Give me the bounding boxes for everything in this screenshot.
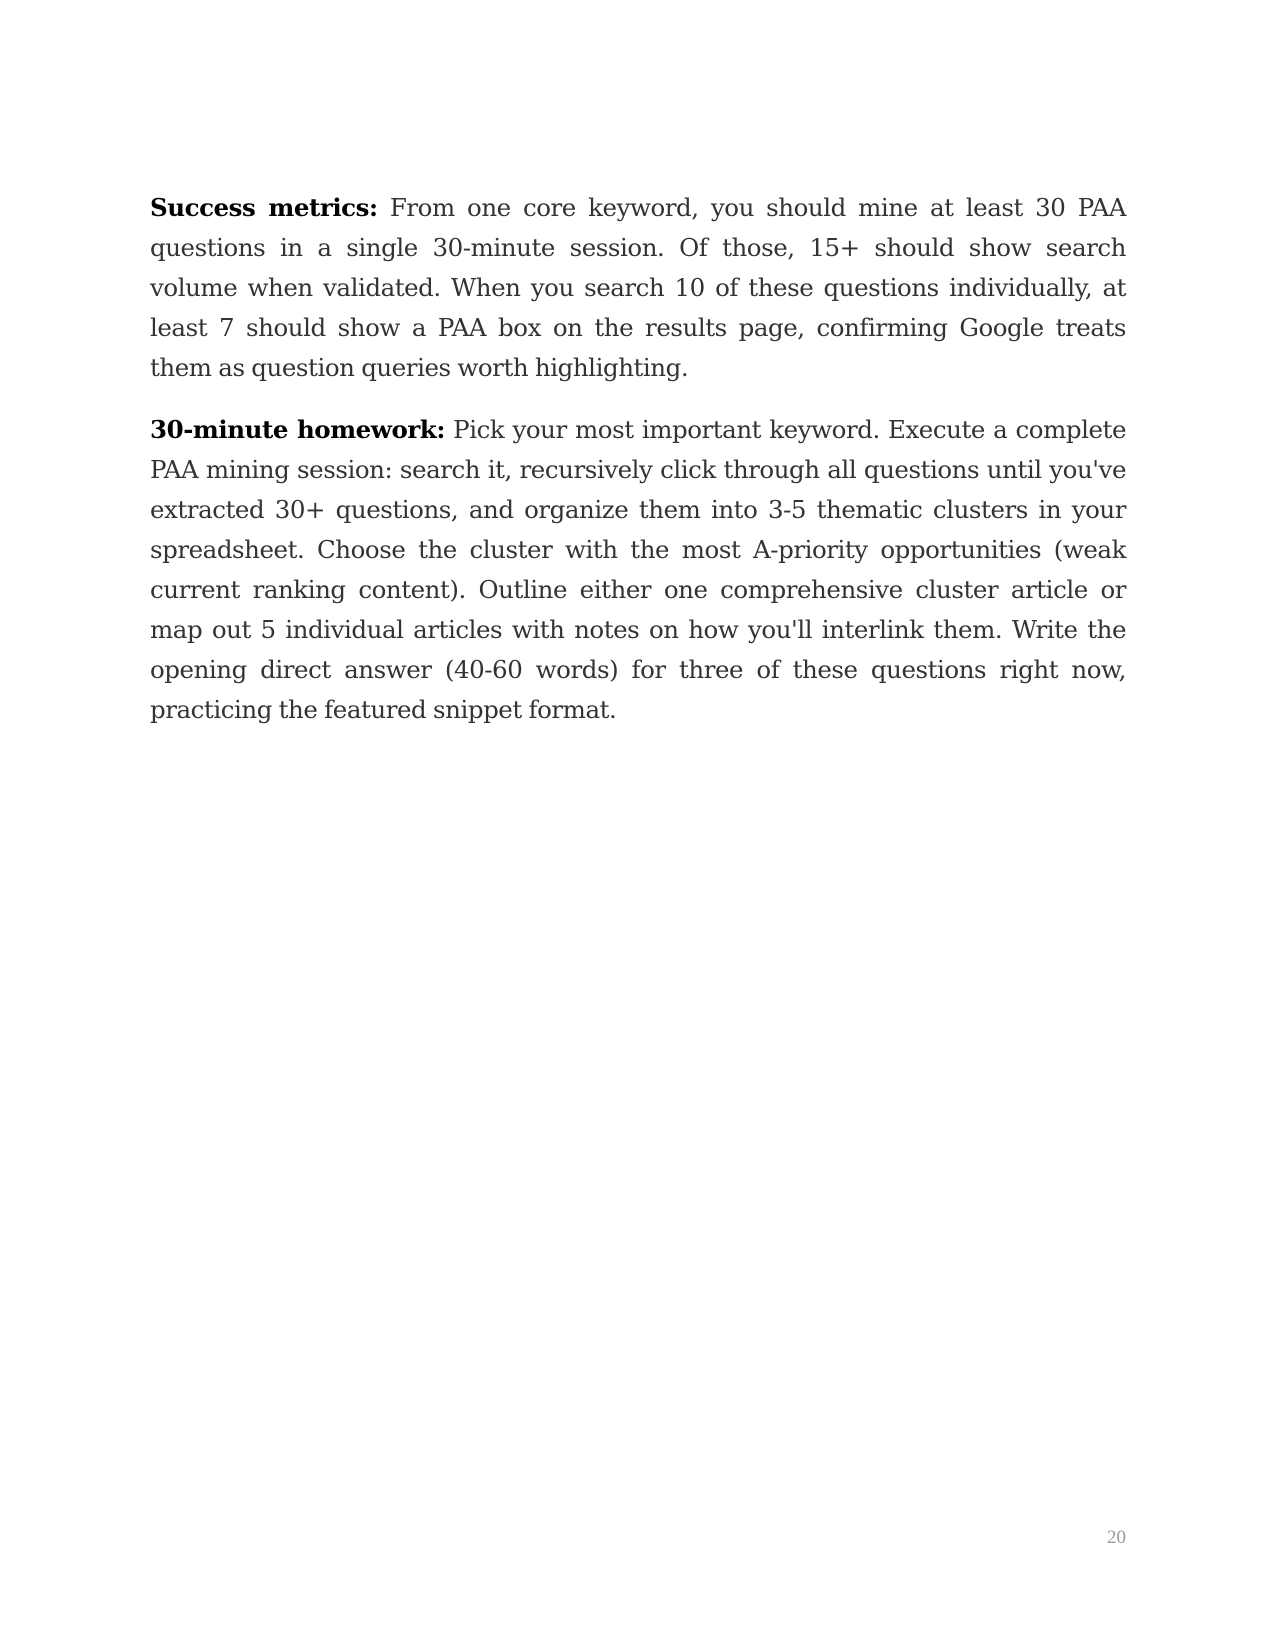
success-metrics-body: From one core keyword, you should mine at least 30 PAA questions in a single 30-minute session. Of those, 15+ should show search volume when validated. When you search 10 of these questions individually, at least 7 should show a PAA box on the results page, confirming Google treats them as question queries worth highlighting. bbox=[150, 193, 1126, 382]
success-metrics-paragraph bbox=[150, 188, 1126, 388]
homework-heading: 30-minute homework: bbox=[150, 415, 445, 444]
page-content bbox=[150, 188, 1126, 752]
homework-body: Pick your most important keyword. Execute a complete PAA mining session: search it, recursively click through all questions until you've extracted 30+ questions, and organize them into 3-5 thematic clusters in your spreadsheet. Choose the cluster with the most A-priority opportunities (weak current ranking content). Outline either one comprehensive cluster article or map out 5 individual articles with notes on how you'll interlink them. Write the opening direct answer (40-60 words) for three of these questions right now, practicing the featured snippet format. bbox=[150, 415, 1126, 724]
homework-paragraph bbox=[150, 410, 1126, 730]
page-number: 20 bbox=[1107, 1527, 1126, 1548]
success-metrics-heading: Success metrics: bbox=[150, 193, 378, 222]
